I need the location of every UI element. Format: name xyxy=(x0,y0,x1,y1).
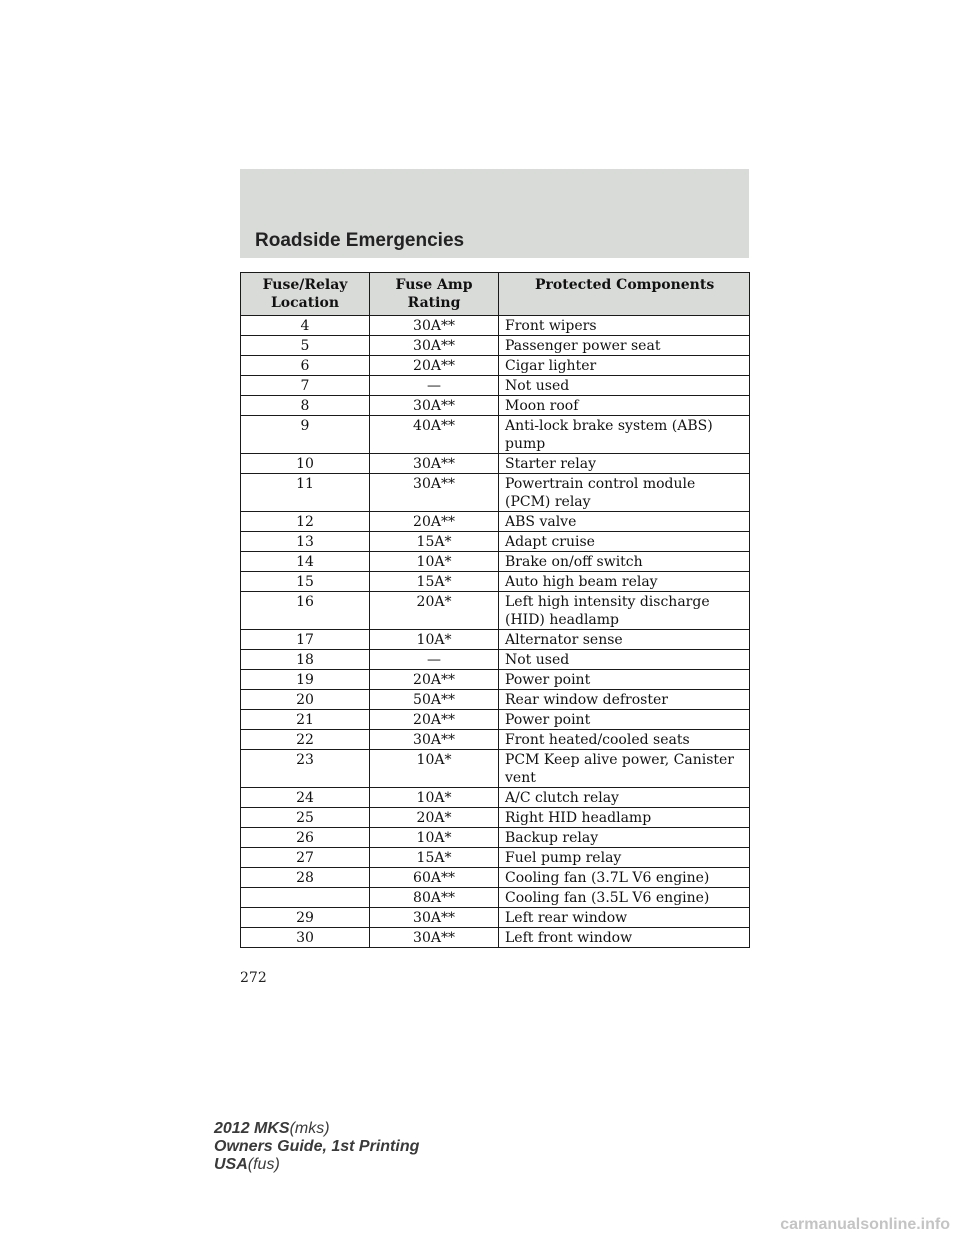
table-row xyxy=(241,888,750,908)
table-row xyxy=(241,532,750,552)
cell-amp-rating: 10A* xyxy=(370,828,499,848)
table-row xyxy=(241,788,750,808)
table-row xyxy=(241,316,750,336)
cell-location: 24 xyxy=(241,788,370,808)
footer-line-2: Owners Guide, 1st Printing xyxy=(214,1138,420,1155)
cell-location: 8 xyxy=(241,396,370,416)
cell-protected-components: Left rear window xyxy=(499,908,750,928)
cell-protected-components: Right HID headlamp xyxy=(499,808,750,828)
table-row xyxy=(241,908,750,928)
footer-market: USA xyxy=(214,1156,248,1173)
cell-amp-rating: 10A* xyxy=(370,750,499,788)
cell-protected-components: Left front window xyxy=(499,928,750,948)
table-row xyxy=(241,416,750,454)
cell-amp-rating: 50A** xyxy=(370,690,499,710)
cell-amp-rating: 20A* xyxy=(370,592,499,630)
cell-amp-rating: 80A** xyxy=(370,888,499,908)
cell-amp-rating: 60A** xyxy=(370,868,499,888)
table-row xyxy=(241,630,750,650)
cell-location: 21 xyxy=(241,710,370,730)
cell-location: 17 xyxy=(241,630,370,650)
footer-model: 2012 MKS xyxy=(214,1120,290,1137)
section-header xyxy=(240,169,749,258)
cell-protected-components: Left high intensity discharge (HID) headlamp xyxy=(499,592,750,630)
cell-protected-components: Cigar lighter xyxy=(499,356,750,376)
watermark: carmanualsonline.info xyxy=(780,1216,950,1233)
cell-location: 28 xyxy=(241,868,370,888)
cell-protected-components: Not used xyxy=(499,650,750,670)
cell-location: 26 xyxy=(241,828,370,848)
table-row xyxy=(241,396,750,416)
cell-protected-components: Rear window defroster xyxy=(499,690,750,710)
table-row xyxy=(241,474,750,512)
cell-amp-rating: 20A** xyxy=(370,512,499,532)
cell-location: 23 xyxy=(241,750,370,788)
cell-protected-components: Power point xyxy=(499,710,750,730)
cell-protected-components: Moon roof xyxy=(499,396,750,416)
footer-model-code: (mks) xyxy=(289,1120,330,1137)
cell-amp-rating: 30A** xyxy=(370,928,499,948)
footer-line-1 xyxy=(214,1120,419,1138)
table-row xyxy=(241,376,750,396)
table-row xyxy=(241,670,750,690)
cell-protected-components: Cooling fan (3.7L V6 engine) xyxy=(499,868,750,888)
cell-amp-rating: 15A* xyxy=(370,532,499,552)
page-number: 272 xyxy=(240,970,267,986)
cell-location: 30 xyxy=(241,928,370,948)
cell-location: 6 xyxy=(241,356,370,376)
cell-location: 4 xyxy=(241,316,370,336)
cell-location: 14 xyxy=(241,552,370,572)
cell-protected-components: Powertrain control module (PCM) relay xyxy=(499,474,750,512)
header-location: Fuse/Relay Location xyxy=(241,273,370,316)
cell-location: 9 xyxy=(241,416,370,454)
table-row xyxy=(241,592,750,630)
table-row xyxy=(241,750,750,788)
table-row xyxy=(241,730,750,750)
cell-location: 18 xyxy=(241,650,370,670)
cell-protected-components: Alternator sense xyxy=(499,630,750,650)
table-row xyxy=(241,336,750,356)
cell-protected-components: Brake on/off switch xyxy=(499,552,750,572)
cell-amp-rating: 15A* xyxy=(370,848,499,868)
table-row xyxy=(241,848,750,868)
section-title: Roadside Emergencies xyxy=(255,230,465,251)
cell-location: 11 xyxy=(241,474,370,512)
cell-amp-rating: 30A** xyxy=(370,730,499,750)
cell-location: 25 xyxy=(241,808,370,828)
cell-amp-rating: 20A** xyxy=(370,710,499,730)
cell-protected-components: Front heated/cooled seats xyxy=(499,730,750,750)
cell-protected-components: Power point xyxy=(499,670,750,690)
cell-amp-rating: 20A* xyxy=(370,808,499,828)
table-row xyxy=(241,808,750,828)
header-protected-components: Protected Components xyxy=(499,273,750,316)
cell-amp-rating: 15A* xyxy=(370,572,499,592)
cell-amp-rating: 10A* xyxy=(370,552,499,572)
cell-location: 10 xyxy=(241,454,370,474)
cell-amp-rating: 30A** xyxy=(370,908,499,928)
cell-location: 20 xyxy=(241,690,370,710)
cell-location: 27 xyxy=(241,848,370,868)
cell-location: 7 xyxy=(241,376,370,396)
table-row xyxy=(241,868,750,888)
cell-amp-rating: 30A** xyxy=(370,396,499,416)
cell-protected-components: A/C clutch relay xyxy=(499,788,750,808)
cell-amp-rating: 30A** xyxy=(370,474,499,512)
table-row xyxy=(241,356,750,376)
cell-location: 13 xyxy=(241,532,370,552)
table-row xyxy=(241,454,750,474)
cell-protected-components: Backup relay xyxy=(499,828,750,848)
cell-amp-rating: — xyxy=(370,650,499,670)
cell-protected-components: Adapt cruise xyxy=(499,532,750,552)
cell-protected-components: Not used xyxy=(499,376,750,396)
cell-protected-components: Cooling fan (3.5L V6 engine) xyxy=(499,888,750,908)
cell-protected-components: PCM Keep alive power, Canister vent xyxy=(499,750,750,788)
cell-location xyxy=(241,888,370,908)
fuse-table xyxy=(240,272,750,948)
cell-amp-rating: 30A** xyxy=(370,336,499,356)
table-row xyxy=(241,690,750,710)
cell-location: 22 xyxy=(241,730,370,750)
table-row xyxy=(241,512,750,532)
table-row xyxy=(241,928,750,948)
cell-amp-rating: 10A* xyxy=(370,788,499,808)
cell-protected-components: Auto high beam relay xyxy=(499,572,750,592)
table-row xyxy=(241,650,750,670)
cell-location: 16 xyxy=(241,592,370,630)
header-amp-rating: Fuse Amp Rating xyxy=(370,273,499,316)
fuse-table-body xyxy=(241,316,750,948)
cell-location: 12 xyxy=(241,512,370,532)
footer-line-3 xyxy=(214,1156,419,1174)
cell-amp-rating: 30A** xyxy=(370,454,499,474)
cell-location: 15 xyxy=(241,572,370,592)
table-row xyxy=(241,828,750,848)
cell-protected-components: Passenger power seat xyxy=(499,336,750,356)
cell-amp-rating: 20A** xyxy=(370,356,499,376)
cell-amp-rating: 40A** xyxy=(370,416,499,454)
cell-location: 29 xyxy=(241,908,370,928)
footer-info xyxy=(214,1120,419,1174)
cell-protected-components: Front wipers xyxy=(499,316,750,336)
cell-amp-rating: 10A* xyxy=(370,630,499,650)
cell-location: 19 xyxy=(241,670,370,690)
cell-amp-rating: 20A** xyxy=(370,670,499,690)
cell-protected-components: Fuel pump relay xyxy=(499,848,750,868)
footer-market-code: (fus) xyxy=(247,1156,280,1173)
table-row xyxy=(241,552,750,572)
cell-protected-components: Starter relay xyxy=(499,454,750,474)
table-row xyxy=(241,710,750,730)
table-header-row xyxy=(241,273,750,316)
table-row xyxy=(241,572,750,592)
cell-protected-components: Anti-lock brake system (ABS) pump xyxy=(499,416,750,454)
cell-location: 5 xyxy=(241,336,370,356)
cell-amp-rating: 30A** xyxy=(370,316,499,336)
cell-amp-rating: — xyxy=(370,376,499,396)
cell-protected-components: ABS valve xyxy=(499,512,750,532)
